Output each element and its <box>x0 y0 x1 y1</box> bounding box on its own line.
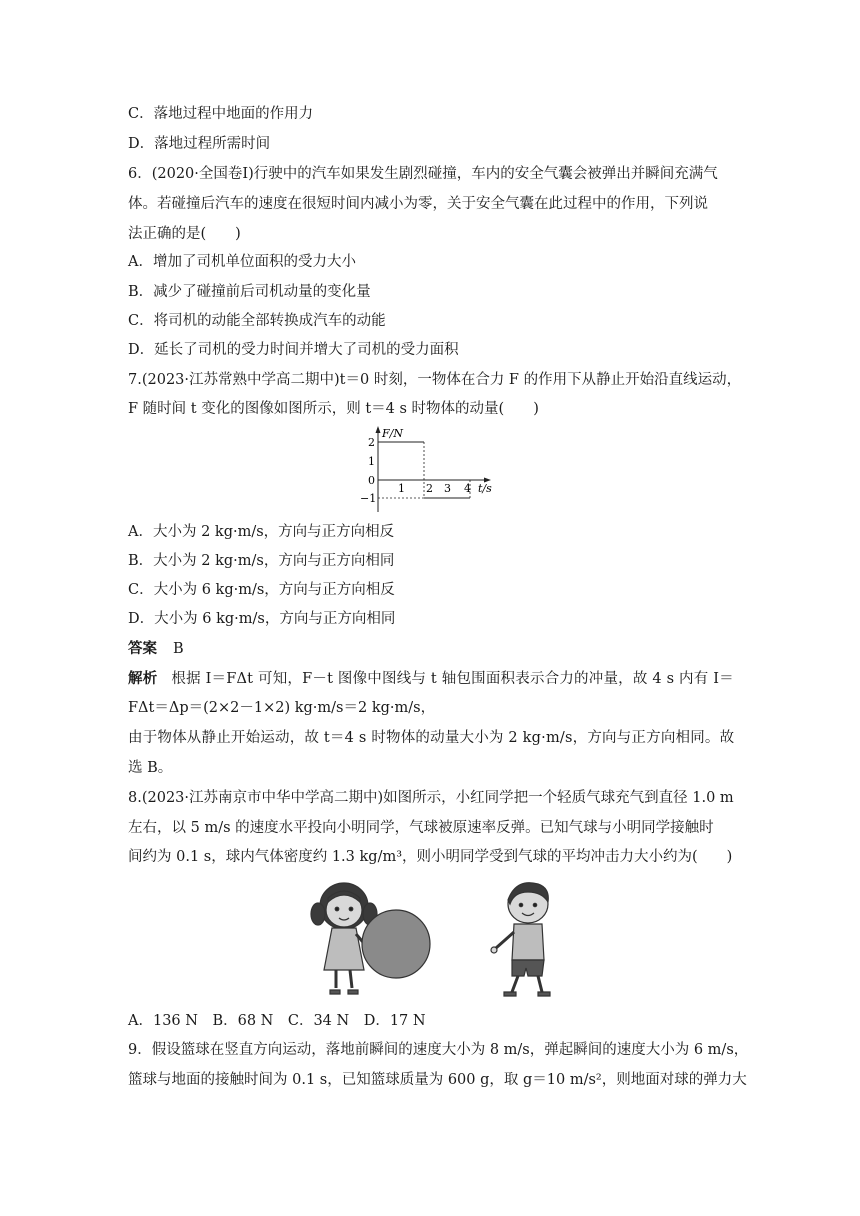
q9-stem-line1: 9．假设篮球在竖直方向运动，落地前瞬间的速度大小为 8 m/s，弹起瞬间的速度大小为 6 m/s， <box>128 1042 749 1058</box>
q5-option-d: D．落地过程所需时间 <box>128 136 271 152</box>
q7-force-time-graph <box>360 424 500 516</box>
analysis-label: 解析 <box>128 670 158 687</box>
graph-y-tick-0: 0 <box>368 474 375 487</box>
q6-stem-line3: 法正确的是( ) <box>128 226 241 242</box>
analysis-text-1: 根据 I＝FΔt 可知，F－t 图像中图线与 t 轴包围面积表示合力的冲量，故 4 s 内有 I＝ <box>171 671 734 687</box>
q6-option-d: D．延长了司机的受力时间并增大了司机的受力面积 <box>128 342 459 358</box>
q6-stem-line2: 体。若碰撞后汽车的速度在很短时间内减小为零，关于安全气囊在此过程中的作用，下列说 <box>128 196 708 212</box>
q8-stem-line2: 左右，以 5 m/s 的速度水平投向小明同学，气球被原速率反弹。已知气球与小明同学接触时 <box>128 820 714 836</box>
q7-stem-line2: F 随时间 t 变化的图像如图所示，则 t＝4 s 时物体的动量( ) <box>128 401 539 417</box>
graph-y-label: F/N <box>382 427 403 440</box>
q7-analysis-line2: FΔt＝Δp＝(2×2－1×2) kg·m/s＝2 kg·m/s， <box>128 700 436 716</box>
q8-illustration <box>306 878 566 1002</box>
q7-option-c: C．大小为 6 kg·m/s，方向与正方向相反 <box>128 582 395 598</box>
q7-option-b: B．大小为 2 kg·m/s，方向与正方向相同 <box>128 553 395 569</box>
q7-answer <box>128 634 740 664</box>
q7-stem-line1: 7.(2023·江苏常熟中学高二期中)t＝0 时刻，一物体在合力 F 的作用下从静止开始沿直线运动， <box>128 372 742 388</box>
answer-value: B <box>173 641 184 657</box>
q8-stem-line3: 间约为 0.1 s，球内气体密度约 1.3 kg/m³，则小明同学受到气球的平均冲击力大小约为( ) <box>128 849 733 865</box>
answer-label: 答案 <box>128 640 157 657</box>
graph-y-tick-minus1: −1 <box>360 492 377 505</box>
q6-stem-line1: 6．(2020·全国卷Ⅰ)行驶中的汽车如果发生剧烈碰撞，车内的安全气囊会被弹出并瞬间充满气 <box>128 166 718 182</box>
graph-y-tick-2: 2 <box>368 436 375 449</box>
boy-figure <box>491 883 550 996</box>
q7-analysis-line4: 选 B。 <box>128 760 173 776</box>
q6-option-c: C．将司机的动能全部转换成汽车的动能 <box>128 313 386 329</box>
graph-y-arrow <box>376 426 381 433</box>
q5-option-c: C．落地过程中地面的作用力 <box>128 106 314 122</box>
graph-x-tick-3: 3 <box>444 482 451 495</box>
q9-stem-line2: 篮球与地面的接触时间为 0.1 s，已知篮球质量为 600 g，取 g＝10 m/s²，则地面对球的弹力大 <box>128 1072 747 1088</box>
q6-option-b: B．减少了碰撞前后司机动量的变化量 <box>128 284 371 300</box>
graph-x-label: t/s <box>478 482 492 495</box>
q7-option-a: A．大小为 2 kg·m/s，方向与正方向相反 <box>128 524 395 540</box>
graph-x-tick-1: 1 <box>398 482 405 495</box>
q7-option-d: D．大小为 6 kg·m/s，方向与正方向相同 <box>128 611 396 627</box>
q8-options: A．136 N B．68 N C．34 N D．17 N <box>128 1013 426 1029</box>
q8-stem-line1: 8.(2023·江苏南京市中华中学高二期中)如图所示，小红同学把一个轻质气球充气到直径 1.0 m <box>128 790 734 806</box>
graph-y-tick-1: 1 <box>368 455 375 468</box>
q6-option-a: A．增加了司机单位面积的受力大小 <box>128 254 356 270</box>
graph-x-tick-4: 4 <box>464 482 471 495</box>
graph-x-tick-2: 2 <box>426 482 433 495</box>
q7-analysis-line1 <box>128 664 740 694</box>
balloon <box>362 910 430 978</box>
q7-analysis-line3: 由于物体从静止开始运动，故 t＝4 s 时物体的动量大小为 2 kg·m/s，方向与正方向相同。故 <box>128 730 735 746</box>
